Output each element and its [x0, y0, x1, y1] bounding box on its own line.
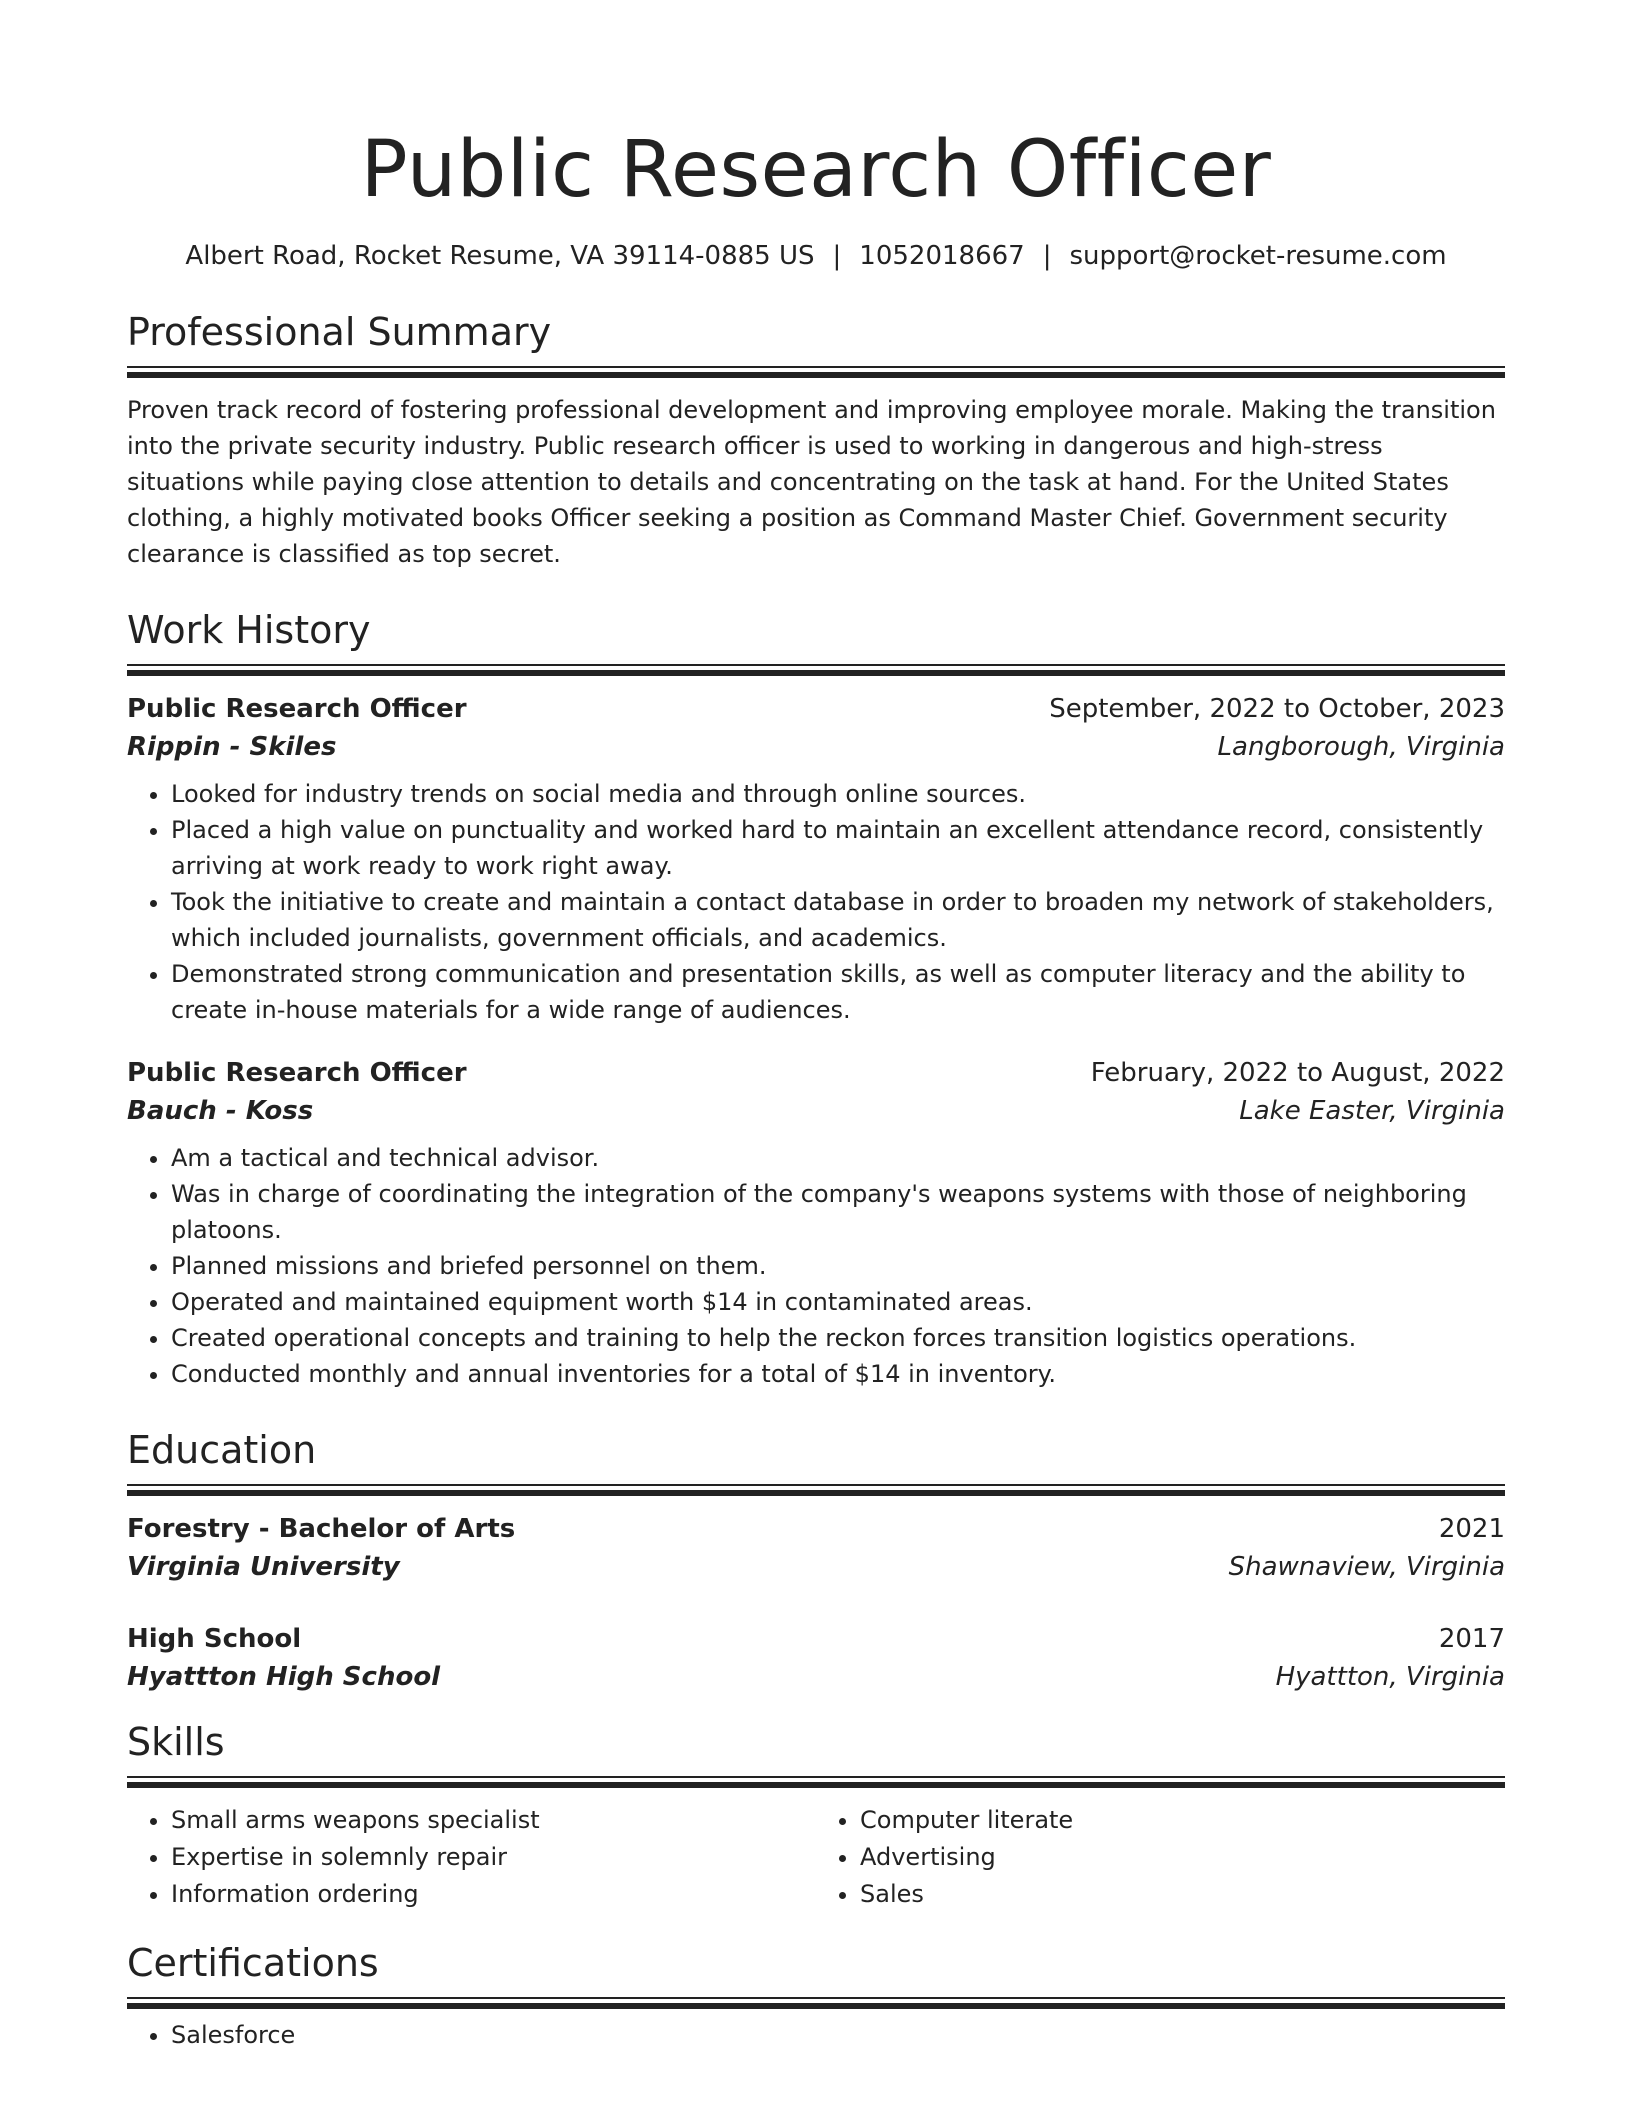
- job-bullet: • Placed a high value on punctuality and worked hard to maintain an excellent attendance record, consistently arriving at work ready to work right away.: [171, 812, 1505, 884]
- section-title-summary: Professional Summary: [127, 310, 552, 354]
- certification-item: • Salesforce: [171, 2017, 1505, 2053]
- skill-item: • Information ordering: [171, 1876, 816, 1913]
- education-entry: [127, 1510, 1505, 1586]
- section-education: [127, 1426, 1505, 1696]
- job-header-row: [127, 690, 1505, 728]
- skills-columns: [127, 1802, 1505, 1913]
- section-divider: [127, 664, 1505, 676]
- job-location: Langborough, Virginia: [1217, 732, 1505, 762]
- section-divider: [127, 366, 1505, 378]
- job-sub-row: [127, 1092, 1505, 1130]
- job-bullet: • Planned missions and briefed personnel on them.: [171, 1248, 1505, 1284]
- contact-address: Albert Road, Rocket Resume, VA 39114-0885 US: [185, 241, 815, 271]
- contact-separator: |: [1042, 241, 1052, 271]
- job-dates: September, 2022 to October, 2023: [1049, 694, 1505, 724]
- section-title-work: Work History: [127, 608, 371, 652]
- section-title-certifications: Certifications: [127, 1941, 379, 1985]
- education-year: 2021: [1438, 1514, 1505, 1544]
- skill-item: • Advertising: [860, 1839, 1505, 1876]
- job-bullets: [127, 776, 1505, 1028]
- education-header-row: [127, 1510, 1505, 1548]
- skill-item: • Expertise in solemnly repair: [171, 1839, 816, 1876]
- certifications-list: [127, 2017, 1505, 2053]
- skill-item: • Small arms weapons specialist: [171, 1802, 816, 1839]
- skills-list-left: [127, 1802, 816, 1913]
- job-bullet: • Conducted monthly and annual inventories for a total of $14 in inventory.: [171, 1356, 1505, 1392]
- job-sub-row: [127, 728, 1505, 766]
- job-bullet: • Created operational concepts and training to help the reckon forces transition logistics operations.: [171, 1320, 1505, 1356]
- education-degree: Forestry - Bachelor of Arts: [127, 1514, 516, 1544]
- job-dates: February, 2022 to August, 2022: [1090, 1058, 1505, 1088]
- skills-list-right: [816, 1802, 1505, 1913]
- section-divider: [127, 1484, 1505, 1496]
- section-title-education: Education: [127, 1428, 317, 1472]
- job-location: Lake Easter, Virginia: [1239, 1096, 1505, 1126]
- section-title-skills: Skills: [127, 1720, 225, 1764]
- education-location: Hyattton, Virginia: [1275, 1662, 1505, 1692]
- section-divider: [127, 1776, 1505, 1788]
- job-entry: [127, 690, 1505, 1028]
- section-summary: [127, 308, 1505, 572]
- education-degree: High School: [127, 1624, 302, 1654]
- education-sub-row: [127, 1658, 1505, 1696]
- job-bullet: • Looked for industry trends on social media and through online sources.: [171, 776, 1505, 812]
- education-sub-row: [127, 1548, 1505, 1586]
- job-bullet: • Took the initiative to create and maintain a contact database in order to broaden my network of stakeholders, which included journalists, government officials, and academics.: [171, 884, 1505, 956]
- job-bullet: • Operated and maintained equipment worth $14 in contaminated areas.: [171, 1284, 1505, 1320]
- resume-name: Public Research Officer: [360, 125, 1272, 215]
- education-header-row: [127, 1620, 1505, 1658]
- education-year: 2017: [1438, 1624, 1505, 1654]
- contact-phone: 1052018667: [859, 241, 1025, 271]
- section-skills: [127, 1718, 1505, 1913]
- job-bullets: [127, 1140, 1505, 1392]
- contact-email[interactable]: support@rocket-resume.com: [1069, 241, 1447, 271]
- job-header-row: [127, 1054, 1505, 1092]
- education-entry: [127, 1620, 1505, 1696]
- job-bullet: • Was in charge of coordinating the integration of the company's weapons systems with those of neighboring platoons.: [171, 1176, 1505, 1248]
- contact-line: [127, 238, 1505, 274]
- job-company: Rippin - Skiles: [127, 732, 337, 762]
- job-entry: [127, 1054, 1505, 1392]
- job-company: Bauch - Koss: [127, 1096, 314, 1126]
- skill-item: • Sales: [860, 1876, 1505, 1913]
- job-bullet: • Demonstrated strong communication and presentation skills, as well as computer literacy and the ability to create in-house materials for a wide range of audiences.: [171, 956, 1505, 1028]
- contact-separator: |: [832, 241, 842, 271]
- summary-text: Proven track record of fostering professional development and improving employee morale. Making the transition into the private security industry. Public research officer is used to working in dangerous and high-stress situations while paying close attention to details and concentrating on the task at hand. For the United States clothing, a highly motivated books Officer seeking a position as Command Master Chief. Government security clearance is classified as top secret.: [127, 396, 1496, 568]
- section-divider: [127, 1997, 1505, 2009]
- section-certifications: [127, 1939, 1505, 2053]
- job-role: Public Research Officer: [127, 694, 467, 724]
- education-location: Shawnaview, Virginia: [1228, 1552, 1505, 1582]
- education-school: Virginia University: [127, 1552, 400, 1582]
- education-school: Hyattton High School: [127, 1662, 441, 1692]
- skill-item: • Computer literate: [860, 1802, 1505, 1839]
- job-role: Public Research Officer: [127, 1058, 467, 1088]
- section-work-history: [127, 606, 1505, 1392]
- job-bullet: • Am a tactical and technical advisor.: [171, 1140, 1505, 1176]
